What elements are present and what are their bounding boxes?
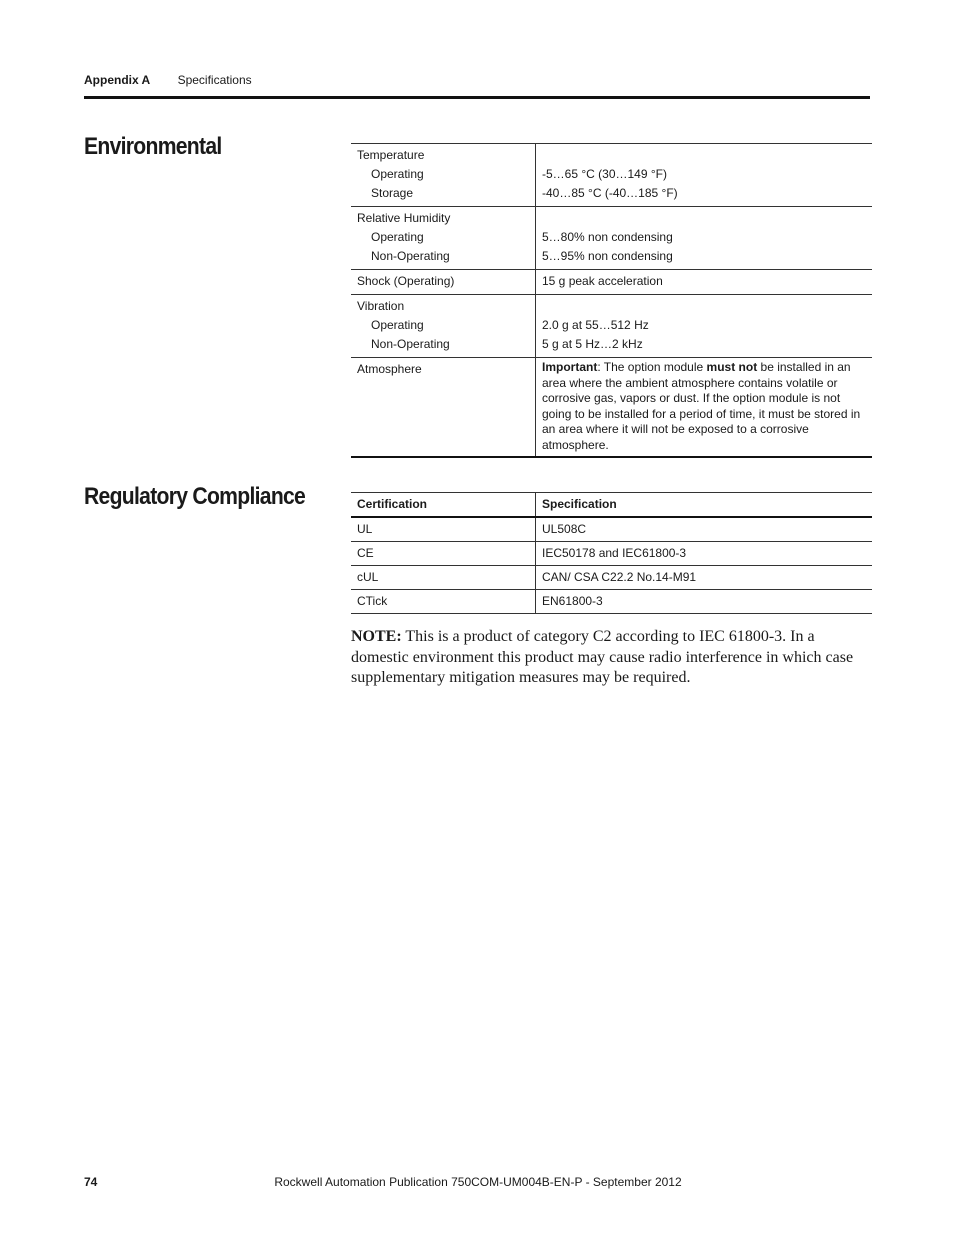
vibration-label: Vibration [357,299,405,313]
temperature-operating-value: -5…65 °C (30…149 °F) [542,167,667,181]
humidity-label: Relative Humidity [357,211,451,225]
environmental-heading: Environmental [84,133,222,160]
table-row [351,517,872,542]
environmental-table [351,143,872,458]
temperature-storage-value: -40…85 °C (-40…185 °F) [542,186,678,200]
shock-value: 15 g peak acceleration [536,270,873,295]
table-header-row [351,493,872,518]
table-row [351,270,872,295]
regulatory-table [351,492,872,614]
note-text: This is a product of category C2 according to IEC 61800-3. In a domestic environment this product may cause radio interference in which case supplementary mitigation measures may be required. [351,628,854,686]
table-row [351,295,872,358]
temperature-operating-label: Operating [371,167,424,181]
spec-cell: UL508C [536,517,873,542]
cert-cell: cUL [351,566,536,590]
vibration-operating-value: 2.0 g at 55…512 Hz [542,318,649,332]
table-row [351,542,872,566]
running-header [84,73,252,87]
table-row [351,590,872,614]
temperature-label: Temperature [357,148,425,162]
must-not-emphasis: must not [706,360,758,374]
atmosphere-value: Important: The option module must not be installed in an area where the ambient atmosphere contains volatile or corrosive gas, vapors or dust. If the option module is not going to be installed for a period of time, it must be stored in an area where it will not be exposed to a corrosive atmosphere. [536,358,873,458]
certification-column-header: Certification [351,493,536,518]
publication-footer: Rockwell Automation Publication 750COM-UM004B-EN-P - September 2012 [274,1175,682,1189]
table-row [351,566,872,590]
vibration-nonop-label: Non-Operating [371,337,450,351]
table-row [351,207,872,270]
atmosphere-label: Atmosphere [351,358,536,458]
temperature-storage-label: Storage [371,186,414,200]
note-label: NOTE: [351,628,402,645]
note-paragraph [351,627,871,689]
spec-cell: EN61800-3 [536,590,873,614]
important-label: Important [542,360,598,374]
cert-cell: UL [351,517,536,542]
humidity-operating-label: Operating [371,230,424,244]
vibration-nonop-value: 5 g at 5 Hz…2 kHz [542,337,643,351]
appendix-label: Appendix A [84,73,151,87]
specification-column-header: Specification [536,493,873,518]
header-rule [84,96,870,99]
humidity-nonop-value: 5…95% non condensing [542,249,673,263]
regulatory-heading: Regulatory Compliance [84,483,306,510]
humidity-nonop-label: Non-Operating [371,249,450,263]
section-label: Specifications [177,73,252,87]
shock-label: Shock (Operating) [351,270,536,295]
spec-cell: IEC50178 and IEC61800-3 [536,542,873,566]
spec-cell: CAN/ CSA C22.2 No.14-M91 [536,566,873,590]
vibration-operating-label: Operating [371,318,424,332]
table-row [351,358,872,458]
cert-cell: CTick [351,590,536,614]
table-row [351,144,872,207]
page-number: 74 [84,1175,98,1189]
humidity-operating-value: 5…80% non condensing [542,230,673,244]
cert-cell: CE [351,542,536,566]
